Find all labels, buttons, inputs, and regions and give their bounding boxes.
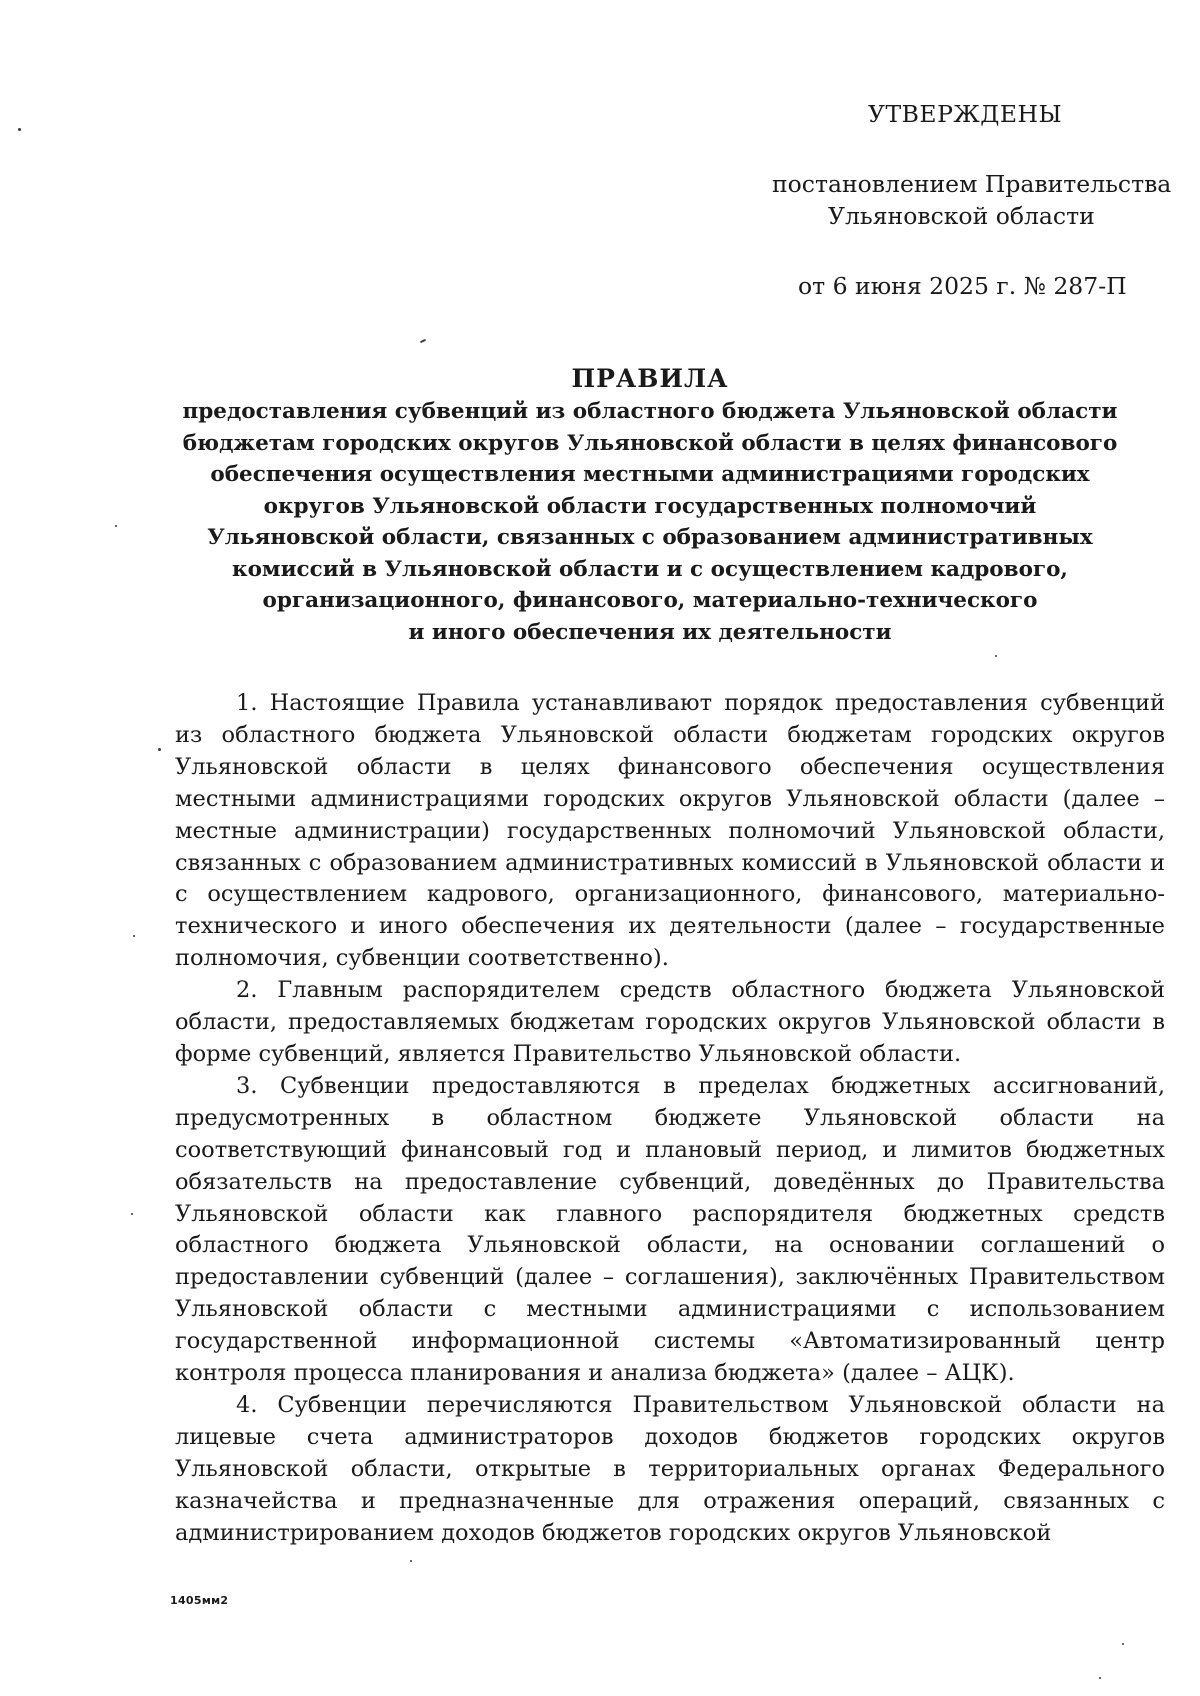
scan-speck xyxy=(115,525,117,527)
paragraph-1: 1. Настоящие Правила устанавливают порядок предоставления субвенций из областного бюджета Ульяновской области бюджетам городских округов Ульяновской области в целях финансового обеспечения осуществления местными администрациями городских округов Ульяновской области (далее – местные администрации) государственных полномочий Ульяновской области, связанных с образованием административных комиссий в Ульяновской области и с осуществлением кадрового, организационного, финансового, материально-технического и иного обеспечения их деятельности (далее – государственные полномочия, субвенции соответственно). xyxy=(175,690,1165,972)
document-subtitle-line: округов Ульяновской области государственных полномочий xyxy=(263,493,1037,519)
document-subtitle-line: комиссий в Ульяновской области и с осуществлением кадрового, xyxy=(232,556,1068,582)
document-subtitle-line: обеспечения осуществления местными администрациями городских xyxy=(210,462,1090,487)
document-body xyxy=(175,688,1165,1549)
paragraph-4: 4. Субвенции перечисляются Правительством Ульяновской области на лицевые счета администраторов доходов бюджетов городских округов Ульяновской области, открытые в территориальных органах Федерального казначейства и предназначенные для отражения операций, связанных с администрированием доходов бюджетов городских округов Ульяновской xyxy=(175,1391,1165,1546)
scan-speck xyxy=(131,1213,133,1215)
scan-speck xyxy=(133,935,135,937)
paragraph-3: 3. Субвенции предоставляются в пределах бюджетных ассигнований, предусмотренных в областном бюджете Ульяновской области на соответствующий финансовый год и плановый период, и лимитов бюджетных обязательств на предоставление субвенций, доведённых до Правительства Ульяновской области как главного распорядителя бюджетных средств областного бюджета Ульяновской области, на основании соглашений о предоставлении субвенций (далее – соглашения), заключённых Правительством Ульяновской области с местными администрациями с использованием государственной информационной системы «Автоматизированный центр контроля процесса планирования и анализа бюджета» (далее – АЦК). xyxy=(175,1072,1165,1387)
document-title-block xyxy=(150,362,1150,648)
approval-block xyxy=(760,98,1172,302)
document-subtitle-line: бюджетам городских округов Ульяновской области в целях финансового xyxy=(182,430,1118,456)
scan-speck xyxy=(158,748,161,751)
scan-speck xyxy=(420,339,426,343)
paragraph-2: 2. Главным распорядителем средств областного бюджета Ульяновской области, предоставляемых бюджетам городских округов Ульяновской области в форме субвенций, является Правительство Ульяновской области. xyxy=(175,977,1165,1067)
document-subtitle-line: организационного, финансового, материально-технического xyxy=(262,588,1038,613)
document-code: 1405мм2 xyxy=(170,1594,229,1607)
document-subtitle-line: предоставления субвенций из областного бюджета Ульяновской области xyxy=(182,399,1118,424)
document-subtitle-line: Ульяновской области, связанных с образованием административных xyxy=(207,525,1093,550)
scan-speck xyxy=(410,1560,412,1562)
document-subtitle-line: и иного обеспечения их деятельности xyxy=(408,619,892,645)
approval-stamp-word: УТВЕРЖДЕНЫ xyxy=(868,100,1063,128)
approval-decree-line: постановлением Правительства xyxy=(772,170,1172,198)
document-title: ПРАВИЛА xyxy=(571,364,729,393)
scan-speck xyxy=(1099,1677,1101,1679)
approval-region-line: Ульяновской области xyxy=(828,202,1095,230)
scan-speck xyxy=(1122,1643,1124,1645)
scan-speck xyxy=(18,128,21,131)
approval-date-line: от 6 июня 2025 г. № 287-П xyxy=(798,272,1127,300)
scan-speck xyxy=(995,655,997,657)
